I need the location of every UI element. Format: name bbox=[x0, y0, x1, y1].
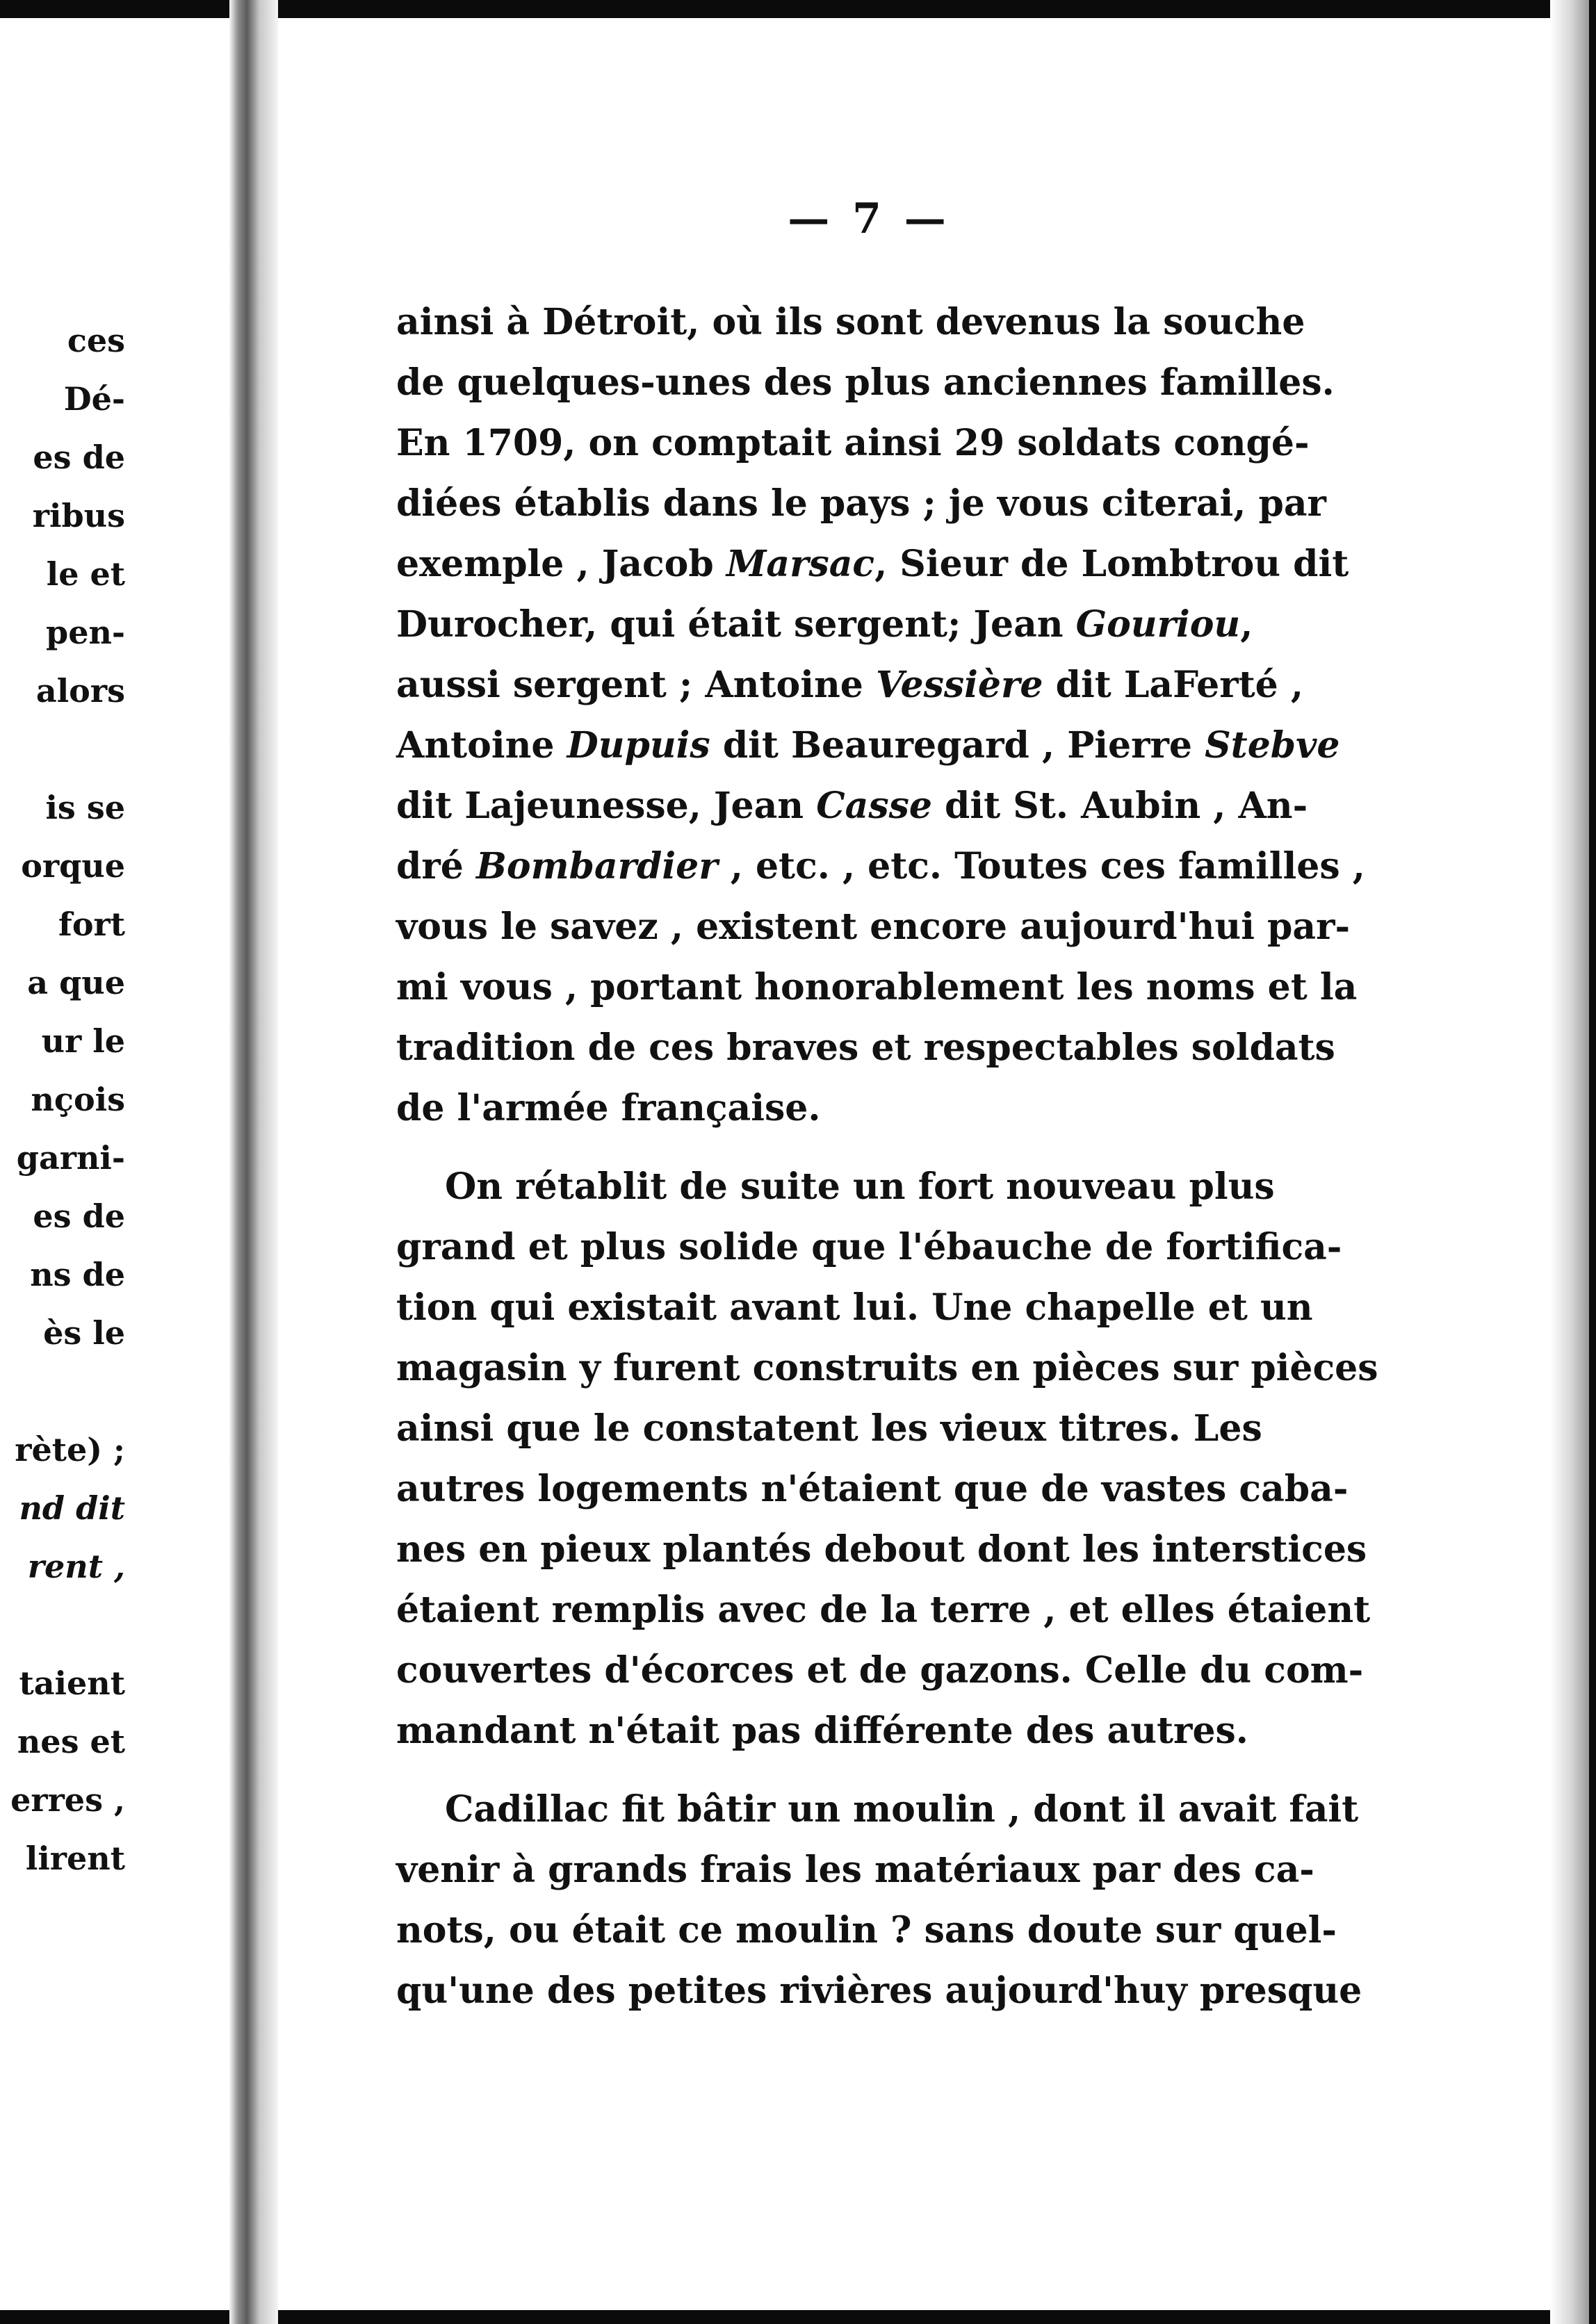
facing-page-line: pen- bbox=[46, 614, 125, 651]
text-segment: couvertes d'écorces et de gazons. Celle du com- bbox=[396, 1649, 1364, 1692]
text-line bbox=[396, 1398, 1432, 1459]
facing-page-line: alors bbox=[35, 672, 125, 710]
text-segment: autres logements n'étaient que de vastes caba- bbox=[396, 1468, 1349, 1510]
facing-page-line bbox=[0, 720, 125, 778]
text-segment: de quelques-unes des plus anciennes familles. bbox=[396, 361, 1335, 404]
paragraph bbox=[396, 1156, 1432, 1761]
facing-page-line: orque bbox=[21, 847, 125, 885]
text-segment: venir à grands frais les matériaux par des ca- bbox=[396, 1849, 1314, 1891]
text-segment: dit Lajeunesse, Jean bbox=[396, 785, 817, 827]
text-line bbox=[396, 292, 1432, 352]
text-line bbox=[396, 715, 1432, 776]
text-line bbox=[396, 897, 1432, 957]
italic-name: Gouriou bbox=[1075, 603, 1241, 646]
italic-name: Vessière bbox=[875, 664, 1043, 706]
text-segment: de l'armée française. bbox=[396, 1087, 821, 1129]
facing-page-line: nd dit bbox=[19, 1489, 125, 1527]
text-segment: Antoine bbox=[396, 724, 567, 767]
text-line bbox=[396, 1900, 1432, 1961]
facing-page-line: le et bbox=[46, 555, 125, 593]
text-segment: , bbox=[1240, 603, 1253, 646]
facing-page-line: rète) ; bbox=[15, 1431, 125, 1468]
facing-page-line: nes et bbox=[17, 1723, 125, 1760]
text-segment: exemple , Jacob bbox=[396, 543, 726, 585]
text-line bbox=[396, 1640, 1432, 1701]
book-gutter bbox=[229, 0, 278, 2324]
facing-page-line: is se bbox=[45, 789, 125, 826]
text-line bbox=[396, 534, 1432, 594]
text-segment: tradition de ces braves et respectables soldats bbox=[396, 1026, 1335, 1069]
facing-page-line: Dé- bbox=[63, 380, 125, 418]
facing-page-line: es de bbox=[33, 439, 125, 476]
text-segment: qu'une des petites rivières aujourd'huy presque bbox=[396, 1970, 1362, 2012]
text-segment: tion qui existait avant lui. Une chapelle et un bbox=[396, 1286, 1313, 1329]
text-segment: étaient remplis avec de la terre , et elles étaient bbox=[396, 1589, 1371, 1631]
text-line bbox=[396, 1338, 1432, 1398]
facing-page-line: lirent bbox=[25, 1840, 125, 1877]
text-segment: nots, ou était ce moulin ? sans doute sur quel- bbox=[396, 1909, 1337, 1951]
text-line bbox=[396, 1017, 1432, 1078]
facing-page-line: ur le bbox=[41, 1022, 125, 1060]
facing-page-line: fort bbox=[58, 906, 125, 943]
facing-page-line: taient bbox=[19, 1664, 125, 1702]
facing-page-line: erres , bbox=[10, 1781, 125, 1819]
facing-page-line: es de bbox=[33, 1197, 125, 1235]
facing-page-line: nçois bbox=[31, 1081, 125, 1118]
facing-page-line: ribus bbox=[32, 497, 125, 534]
text-line bbox=[396, 655, 1432, 715]
italic-name: Bombardier bbox=[475, 845, 718, 887]
text-segment: Cadillac fit bâtir un moulin , dont il avait fait bbox=[445, 1788, 1359, 1831]
text-segment: dit Beauregard , Pierre bbox=[710, 724, 1205, 767]
text-segment: magasin y furent construits en pièces sur pièces bbox=[396, 1347, 1378, 1389]
text-segment: dit St. Aubin , An- bbox=[931, 785, 1308, 827]
text-segment: aussi sergent ; Antoine bbox=[396, 664, 876, 706]
text-segment: mandant n'était pas différente des autres. bbox=[396, 1710, 1248, 1752]
italic-name: Marsac bbox=[726, 543, 875, 585]
text-line bbox=[396, 836, 1432, 897]
text-line bbox=[396, 1277, 1432, 1338]
body-text bbox=[396, 292, 1432, 2039]
text-line bbox=[396, 413, 1432, 473]
text-line bbox=[396, 1779, 1432, 1840]
text-segment: nes en pieux plantés debout dont les interstices bbox=[396, 1528, 1367, 1571]
text-line bbox=[396, 1217, 1432, 1277]
text-segment: diées établis dans le pays ; je vous citerai, par bbox=[396, 482, 1326, 525]
page-edge-shadow bbox=[1550, 0, 1589, 2324]
facing-page-line: ès le bbox=[43, 1314, 125, 1352]
text-segment: On rétablit de suite un fort nouveau plus bbox=[445, 1165, 1275, 1208]
text-line bbox=[396, 1459, 1432, 1519]
text-segment: Durocher, qui était sergent; Jean bbox=[396, 603, 1076, 646]
text-segment: , etc. , etc. Toutes ces familles , bbox=[717, 845, 1365, 887]
text-line bbox=[396, 1078, 1432, 1138]
text-segment: dit LaFerté , bbox=[1043, 664, 1303, 706]
scan-border-right bbox=[1589, 0, 1596, 2324]
text-segment: ainsi que le constatent les vieux titres. Les bbox=[396, 1407, 1262, 1450]
facing-page-line: ns de bbox=[30, 1256, 125, 1293]
paragraph bbox=[396, 1779, 1432, 2021]
text-line bbox=[396, 473, 1432, 534]
text-line bbox=[396, 1519, 1432, 1580]
italic-name: Dupuis bbox=[567, 724, 710, 767]
facing-page-line: a que bbox=[27, 964, 125, 1001]
facing-page-line: garni- bbox=[16, 1139, 125, 1177]
text-segment: vous le savez , existent encore aujourd'hui par- bbox=[396, 906, 1351, 948]
text-line bbox=[396, 1840, 1432, 1900]
facing-page-line bbox=[0, 1362, 125, 1421]
facing-page-line: rent , bbox=[27, 1548, 125, 1585]
facing-page-fragments bbox=[0, 311, 125, 1888]
facing-page-line bbox=[0, 1596, 125, 1654]
paragraph bbox=[396, 292, 1432, 1138]
text-segment: dré bbox=[396, 845, 476, 887]
text-line bbox=[396, 352, 1432, 413]
text-line bbox=[396, 1156, 1432, 1217]
text-line bbox=[396, 776, 1432, 836]
page-number: — 7 — bbox=[788, 195, 950, 243]
text-line bbox=[396, 1580, 1432, 1640]
text-segment: grand et plus solide que l'ébauche de fortifica- bbox=[396, 1226, 1342, 1268]
text-line bbox=[396, 594, 1432, 655]
text-segment: En 1709, on comptait ainsi 29 soldats congé- bbox=[396, 422, 1310, 464]
text-segment: , Sieur de Lombtrou dit bbox=[874, 543, 1349, 585]
italic-name: Stebve bbox=[1205, 724, 1340, 767]
facing-page-line: ces bbox=[67, 322, 125, 359]
text-segment: ainsi à Détroit, où ils sont devenus la souche bbox=[396, 301, 1305, 343]
text-segment: mi vous , portant honorablement les noms et la bbox=[396, 966, 1358, 1008]
text-line bbox=[396, 957, 1432, 1017]
text-line bbox=[396, 1961, 1432, 2021]
text-line bbox=[396, 1701, 1432, 1761]
italic-name: Casse bbox=[816, 785, 932, 827]
